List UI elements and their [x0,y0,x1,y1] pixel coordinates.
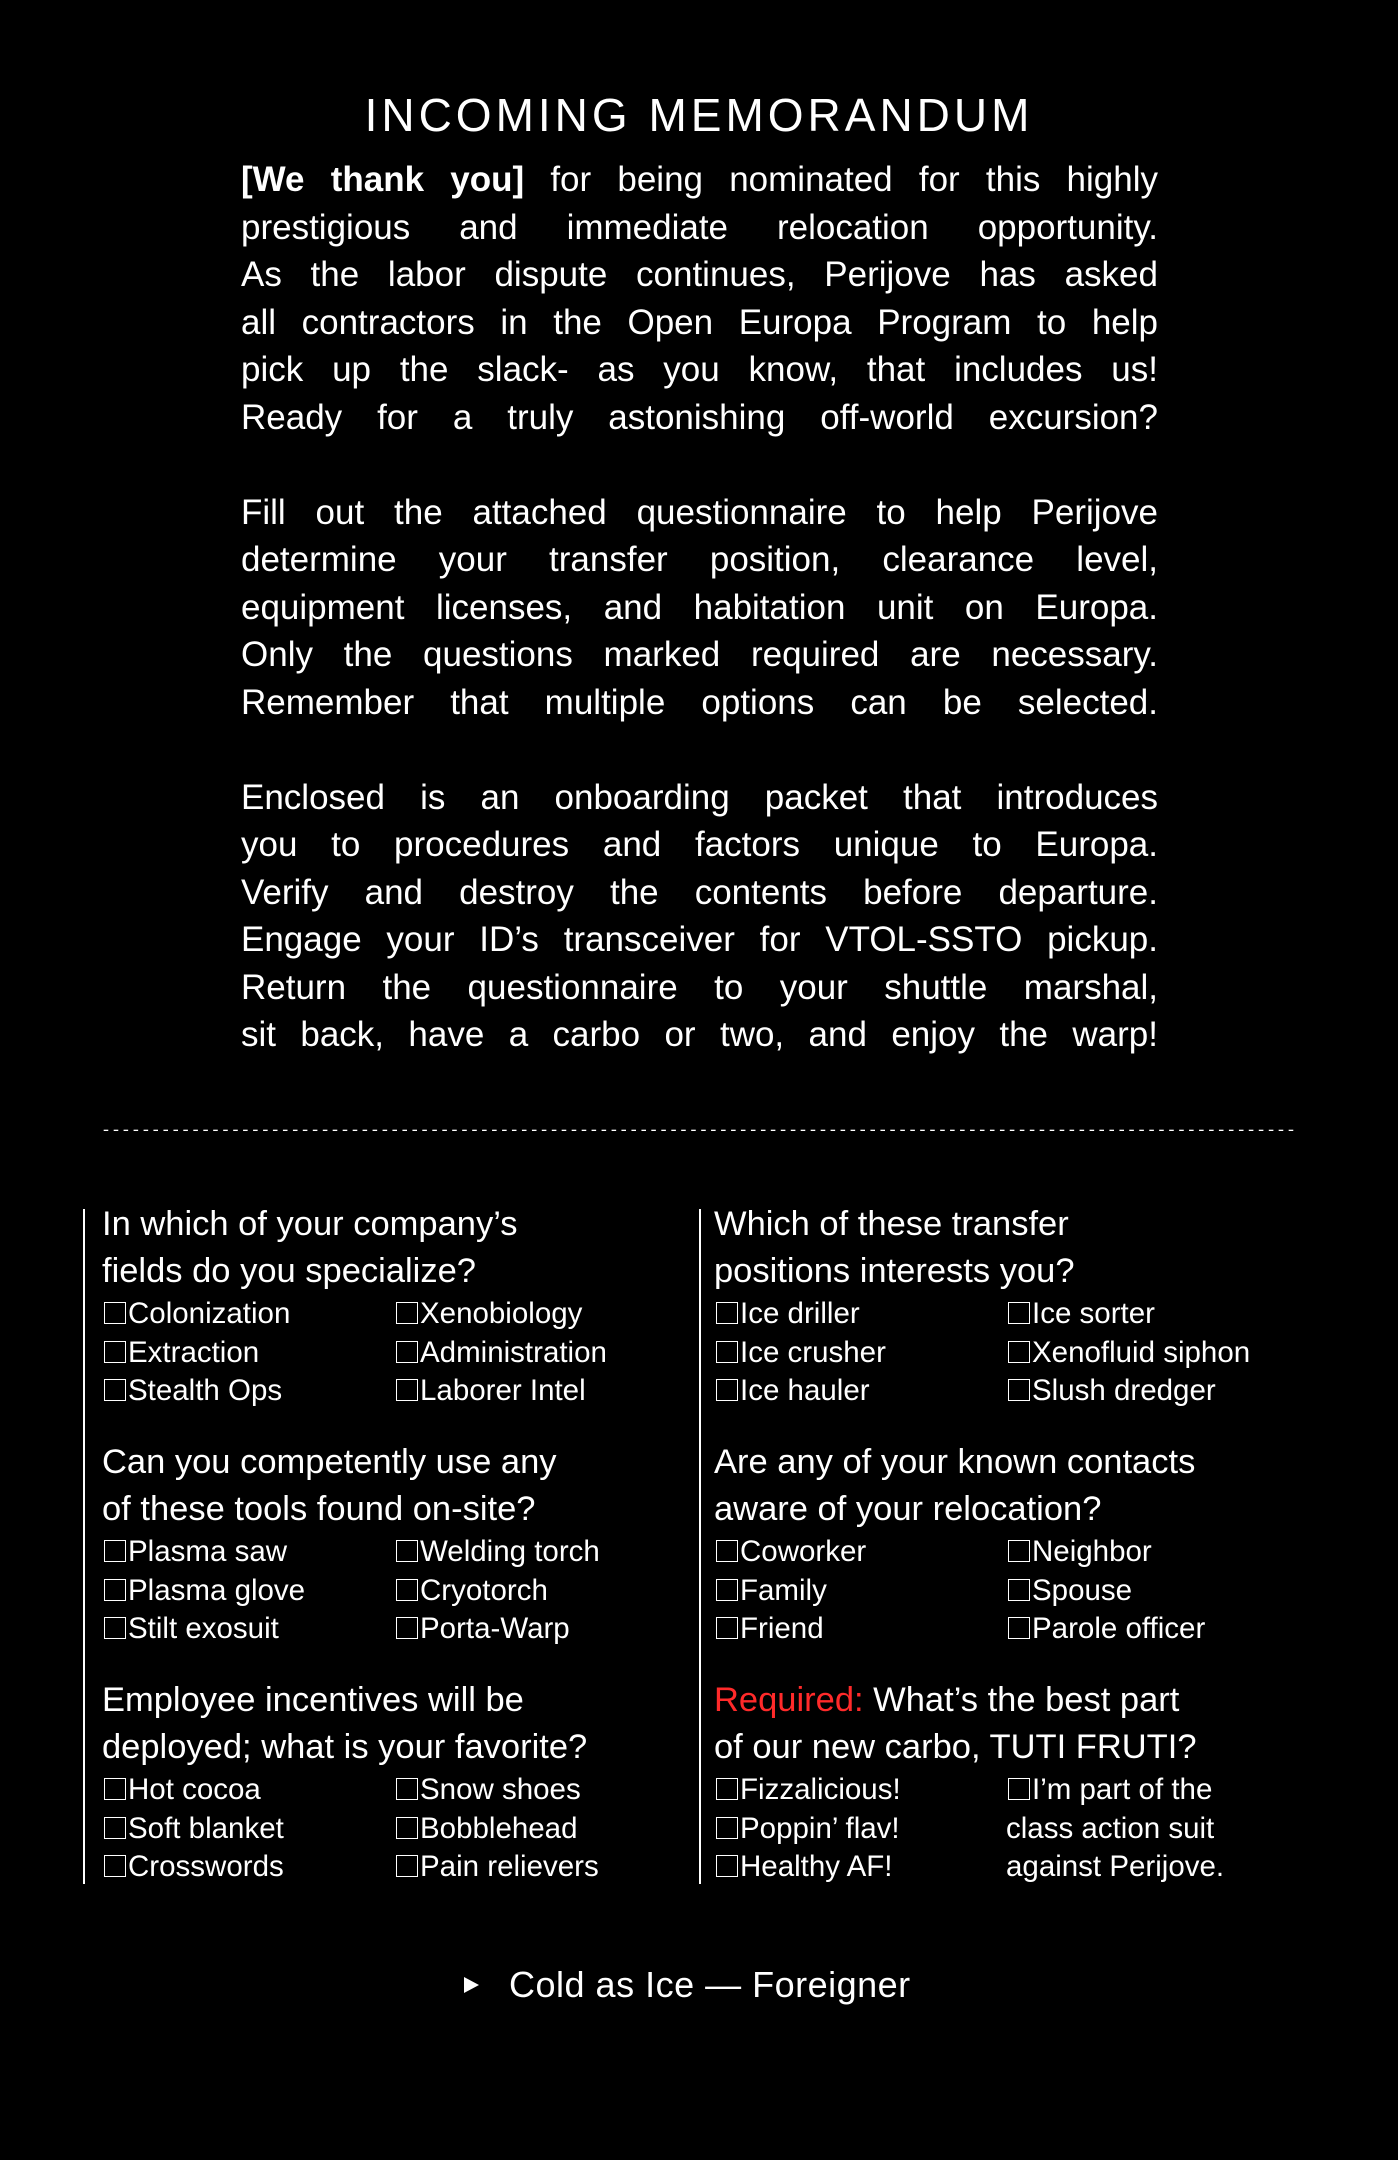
memo-line: [We thank you] for being nominated for this highly [241,160,1158,199]
left-column-rule [83,1209,85,1884]
question-text: Can you competently use any [102,1443,557,1481]
option-checkbox[interactable]: Poppin’ flav! [716,1810,900,1849]
question-text: Employee incentives will be [102,1681,524,1719]
memo-body [241,156,1158,1059]
option-checkbox[interactable]: Crosswords [104,1848,284,1887]
play-icon[interactable] [464,1977,479,1993]
option-text-continued: against Perijove. [1006,1850,1225,1883]
memo-line: equipment licenses, and habitation unit on Europa. [241,587,1158,627]
memo-bold-lead: [We thank you] [241,160,525,199]
checkbox-icon[interactable] [716,1817,738,1839]
option-checkbox[interactable]: Laborer Intel [396,1372,586,1411]
checkbox-icon[interactable] [104,1855,126,1877]
question-incentives [102,1677,599,1887]
song-title: Cold as Ice — Foreigner [509,1964,911,2005]
option-checkbox[interactable]: Colonization [104,1295,290,1334]
checkbox-icon[interactable] [716,1302,738,1324]
memo-line: sit back, have a carbo or two, and enjoy the warp! [241,1015,1158,1054]
checkbox-icon[interactable] [104,1579,126,1601]
checkbox-icon[interactable] [1008,1579,1030,1601]
options-grid [714,1533,1206,1649]
checkbox-icon[interactable] [104,1341,126,1363]
option-checkbox[interactable]: Ice driller [716,1295,860,1334]
memo-line: determine your transfer position, clearance level, [241,540,1158,579]
checkbox-icon[interactable] [1008,1778,1030,1800]
question-text: In which of your company’s [102,1205,518,1243]
memo-line: you to procedures and factors unique to Europa. [241,825,1158,864]
memo-line: Enclosed is an onboarding packet that introduces [241,777,1158,817]
option-checkbox[interactable]: Stealth Ops [104,1372,282,1411]
options-grid [714,1295,1251,1411]
checkbox-icon[interactable] [104,1778,126,1800]
checkbox-icon[interactable] [716,1617,738,1639]
option-checkbox[interactable]: Pain relievers [396,1848,599,1887]
checkbox-icon[interactable] [716,1540,738,1562]
memo-line: As the labor dispute continues, Perijove has asked [241,255,1158,294]
memo-line: Fill out the attached questionnaire to help Perijove [241,492,1158,532]
page-title: INCOMING MEMORANDUM [364,89,1034,141]
memo-line: pick up the slack- as you know, that includes us! [241,350,1158,389]
question-text: Are any of your known contacts [714,1443,1196,1481]
question-text: deployed; what is your favorite? [102,1728,588,1766]
memo-line: Return the questionnaire to your shuttle marshal, [241,967,1158,1007]
question-text: of our new carbo, TUTI FRUTI? [714,1728,1197,1766]
memo-line: all contractors in the Open Europa Program to help [241,302,1158,342]
checkbox-icon[interactable] [716,1579,738,1601]
memo-line: Engage your ID’s transceiver for VTOL-SSTO pickup. [241,920,1158,959]
checkbox-icon[interactable] [1008,1379,1030,1401]
option-checkbox[interactable]: Administration [396,1334,607,1373]
memo-line: Remember that multiple options can be selected. [241,682,1158,722]
option-checkbox[interactable]: Stilt exosuit [104,1610,279,1649]
checkbox-icon[interactable] [716,1778,738,1800]
option-checkbox[interactable]: Welding torch [396,1533,600,1572]
checkbox-icon[interactable] [396,1302,418,1324]
option-checkbox[interactable]: Healthy AF! [716,1848,892,1887]
checkbox-icon[interactable] [396,1341,418,1363]
checkbox-icon[interactable] [104,1302,126,1324]
checkbox-icon[interactable] [1008,1617,1030,1639]
checkbox-icon[interactable] [1008,1540,1030,1562]
option-checkbox[interactable]: Porta-Warp [396,1610,570,1649]
checkbox-icon[interactable] [104,1540,126,1562]
memo-line: prestigious and immediate relocation opportunity. [241,207,1158,247]
checkbox-icon[interactable] [104,1817,126,1839]
dashed-divider: ------------------------------------------------------------------------------------------------------------------------ [101,1121,1296,1140]
checkbox-icon[interactable] [104,1379,126,1401]
checkbox-icon[interactable] [716,1379,738,1401]
checkbox-icon[interactable] [1008,1341,1030,1363]
question-transfer-positions [714,1201,1251,1411]
option-checkbox[interactable]: Fizzalicious! [716,1771,901,1810]
memo-paragraph-3 [241,774,1158,1059]
option-checkbox[interactable]: Ice sorter [1008,1295,1155,1334]
option-checkbox[interactable]: Xenobiology [396,1295,582,1334]
checkbox-icon[interactable] [716,1341,738,1363]
option-checkbox[interactable]: Neighbor [1008,1533,1152,1572]
checkbox-icon[interactable] [396,1579,418,1601]
memo-paragraph-2 [241,489,1158,727]
checkbox-icon[interactable] [716,1855,738,1877]
center-column-rule [699,1209,701,1884]
option-checkbox[interactable]: Xenofluid siphon [1008,1334,1250,1373]
checkbox-icon[interactable] [1008,1302,1030,1324]
option-checkbox[interactable]: Extraction [104,1334,259,1373]
option-checkbox[interactable]: Plasma saw [104,1533,287,1572]
option-checkbox[interactable]: Snow shoes [396,1771,581,1810]
question-text: Required: What’s the best part [714,1681,1180,1719]
option-checkbox[interactable]: Hot cocoa [104,1771,261,1810]
memo-line: Verify and destroy the contents before departure. [241,872,1158,912]
memo-line: Only the questions marked required are necessary. [241,635,1158,674]
options-grid [102,1771,599,1887]
checkbox-icon[interactable] [396,1540,418,1562]
option-checkbox[interactable]: Spouse [1008,1572,1132,1611]
checkbox-icon[interactable] [396,1617,418,1639]
checkbox-icon[interactable] [396,1817,418,1839]
option-checkbox[interactable]: Cryotorch [396,1572,548,1611]
question-text: of these tools found on-site? [102,1490,536,1528]
option-checkbox[interactable]: Slush dredger [1008,1372,1216,1411]
memo-paragraph-1 [241,156,1158,441]
question-specialization [102,1201,607,1411]
option-checkbox[interactable]: Bobblehead [396,1810,577,1849]
checkbox-icon[interactable] [104,1617,126,1639]
option-checkbox[interactable]: Plasma glove [104,1572,305,1611]
option-checkbox[interactable]: Friend [716,1610,824,1649]
checkbox-icon[interactable] [396,1778,418,1800]
memo-line: Ready for a truly astonishing off-world excursion? [241,397,1158,437]
option-checkbox[interactable]: Ice hauler [716,1372,870,1411]
option-checkbox[interactable]: Ice crusher [716,1334,886,1373]
option-text-continued: class action suit [1006,1811,1215,1845]
question-tools [102,1439,600,1649]
question-text: Which of these transfer [714,1205,1069,1243]
option-checkbox[interactable]: Coworker [716,1533,866,1572]
options-grid [714,1771,1225,1887]
music-player[interactable] [464,1960,911,2010]
question-text: positions interests you? [714,1252,1075,1290]
option-checkbox[interactable]: Soft blanket [104,1810,284,1849]
option-checkbox[interactable]: Family [716,1572,827,1611]
options-grid [102,1533,600,1649]
checkbox-icon[interactable] [396,1379,418,1401]
required-label: Required: [714,1681,864,1719]
options-grid [102,1295,607,1411]
question-text: aware of your relocation? [714,1490,1102,1528]
question-contacts [714,1439,1206,1649]
checkbox-icon[interactable] [396,1855,418,1877]
question-carbo-required [714,1677,1225,1887]
option-checkbox-class-action[interactable]: I’m part of the [1008,1771,1212,1810]
question-text: fields do you specialize? [102,1252,476,1290]
option-checkbox[interactable]: Parole officer [1008,1610,1205,1649]
